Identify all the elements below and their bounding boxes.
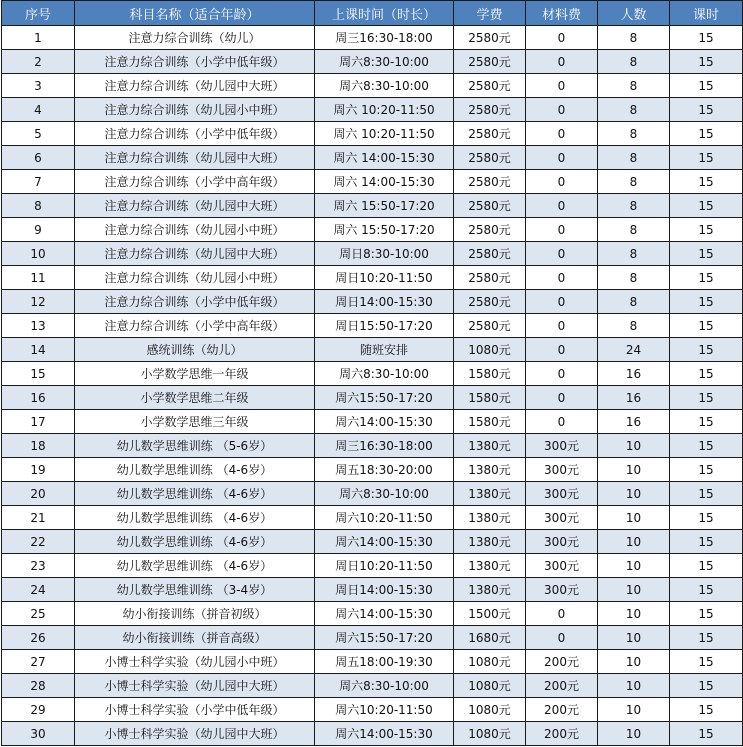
cell-material-fee: 0 — [526, 218, 598, 242]
cell-course-name: 注意力综合训练（小学中高年级） — [75, 170, 315, 194]
cell-material-fee: 0 — [526, 626, 598, 650]
cell-material-fee: 300元 — [526, 434, 598, 458]
cell-capacity: 16 — [598, 386, 670, 410]
table-row — [2, 26, 743, 50]
cell-capacity: 8 — [598, 146, 670, 170]
cell-course-name: 注意力综合训练（小学中低年级） — [75, 122, 315, 146]
table-row — [2, 122, 743, 146]
cell-class-time: 周日14:00-15:30 — [315, 290, 454, 314]
cell-class-time: 周六14:00-15:30 — [315, 602, 454, 626]
table-row — [2, 386, 743, 410]
cell-class-time: 随班安排 — [315, 338, 454, 362]
cell-capacity: 10 — [598, 650, 670, 674]
cell-index: 27 — [2, 650, 75, 674]
cell-index: 1 — [2, 26, 75, 50]
cell-index: 12 — [2, 290, 75, 314]
cell-material-fee: 300元 — [526, 530, 598, 554]
cell-capacity: 10 — [598, 506, 670, 530]
table-row — [2, 50, 743, 74]
table-row — [2, 362, 743, 386]
cell-tuition: 2580元 — [454, 122, 526, 146]
cell-capacity: 10 — [598, 434, 670, 458]
cell-class-time: 周六8:30-10:00 — [315, 50, 454, 74]
cell-class-time: 周日10:20-11:50 — [315, 554, 454, 578]
cell-index: 26 — [2, 626, 75, 650]
cell-course-name: 小学数学思维三年级 — [75, 410, 315, 434]
cell-lessons: 15 — [670, 314, 743, 338]
table-header — [2, 1, 743, 26]
table-row — [2, 218, 743, 242]
cell-material-fee: 0 — [526, 146, 598, 170]
cell-capacity: 10 — [598, 626, 670, 650]
table-row — [2, 506, 743, 530]
cell-index: 28 — [2, 674, 75, 698]
header-lessons: 课时 — [670, 1, 743, 26]
table-row — [2, 674, 743, 698]
cell-lessons: 15 — [670, 578, 743, 602]
cell-lessons: 15 — [670, 122, 743, 146]
cell-tuition: 2580元 — [454, 218, 526, 242]
cell-tuition: 1580元 — [454, 362, 526, 386]
cell-course-name: 注意力综合训练（幼儿园小中班） — [75, 266, 315, 290]
cell-index: 3 — [2, 74, 75, 98]
cell-lessons: 15 — [670, 458, 743, 482]
cell-course-name: 注意力综合训练（幼儿园中大班） — [75, 242, 315, 266]
cell-lessons: 15 — [670, 98, 743, 122]
cell-material-fee: 0 — [526, 74, 598, 98]
cell-lessons: 15 — [670, 338, 743, 362]
cell-lessons: 15 — [670, 506, 743, 530]
table-row — [2, 434, 743, 458]
cell-index: 29 — [2, 698, 75, 722]
cell-tuition: 1380元 — [454, 506, 526, 530]
cell-material-fee: 0 — [526, 50, 598, 74]
cell-tuition: 2580元 — [454, 26, 526, 50]
cell-capacity: 24 — [598, 338, 670, 362]
course-schedule-table — [1, 0, 743, 746]
cell-course-name: 注意力综合训练（幼儿园小中班） — [75, 218, 315, 242]
cell-course-name: 注意力综合训练（幼儿园中大班） — [75, 74, 315, 98]
cell-material-fee: 0 — [526, 314, 598, 338]
cell-tuition: 1080元 — [454, 674, 526, 698]
cell-class-time: 周日10:20-11:50 — [315, 266, 454, 290]
table-row — [2, 650, 743, 674]
cell-course-name: 注意力综合训练（小学中高年级） — [75, 314, 315, 338]
cell-class-time: 周六10:20-11:50 — [315, 698, 454, 722]
cell-index: 23 — [2, 554, 75, 578]
cell-tuition: 1500元 — [454, 602, 526, 626]
cell-lessons: 15 — [670, 50, 743, 74]
cell-lessons: 15 — [670, 386, 743, 410]
cell-course-name: 幼儿数学思维训练 （5-6岁） — [75, 434, 315, 458]
cell-class-time: 周六8:30-10:00 — [315, 362, 454, 386]
cell-lessons: 15 — [670, 290, 743, 314]
cell-material-fee: 0 — [526, 242, 598, 266]
cell-tuition: 2580元 — [454, 314, 526, 338]
table-body — [2, 26, 743, 746]
cell-class-time: 周六14:00-15:30 — [315, 722, 454, 746]
cell-class-time: 周六10:20-11:50 — [315, 506, 454, 530]
cell-lessons: 15 — [670, 242, 743, 266]
cell-lessons: 15 — [670, 74, 743, 98]
cell-tuition: 2580元 — [454, 50, 526, 74]
cell-index: 15 — [2, 362, 75, 386]
cell-tuition: 2580元 — [454, 146, 526, 170]
cell-class-time: 周六15:50-17:20 — [315, 386, 454, 410]
cell-index: 10 — [2, 242, 75, 266]
header-class-time: 上课时间（时长） — [315, 1, 454, 26]
cell-capacity: 8 — [598, 314, 670, 338]
cell-course-name: 小博士科学实验（幼儿园中大班） — [75, 722, 315, 746]
cell-class-time: 周六 14:00-15:30 — [315, 170, 454, 194]
cell-index: 11 — [2, 266, 75, 290]
cell-course-name: 感统训练（幼儿） — [75, 338, 315, 362]
cell-lessons: 15 — [670, 170, 743, 194]
cell-class-time: 周五18:30-20:00 — [315, 458, 454, 482]
cell-index: 2 — [2, 50, 75, 74]
cell-capacity: 16 — [598, 362, 670, 386]
cell-lessons: 15 — [670, 362, 743, 386]
cell-tuition: 2580元 — [454, 242, 526, 266]
cell-capacity: 8 — [598, 50, 670, 74]
cell-tuition: 1080元 — [454, 698, 526, 722]
cell-index: 5 — [2, 122, 75, 146]
cell-material-fee: 0 — [526, 290, 598, 314]
cell-capacity: 8 — [598, 266, 670, 290]
cell-course-name: 幼小衔接训练（拼音高级） — [75, 626, 315, 650]
cell-lessons: 15 — [670, 146, 743, 170]
cell-lessons: 15 — [670, 626, 743, 650]
cell-course-name: 注意力综合训练（小学中低年级） — [75, 50, 315, 74]
cell-material-fee: 0 — [526, 410, 598, 434]
cell-lessons: 15 — [670, 722, 743, 746]
cell-tuition: 1380元 — [454, 434, 526, 458]
cell-class-time: 周日15:50-17:20 — [315, 314, 454, 338]
cell-tuition: 1680元 — [454, 626, 526, 650]
cell-material-fee: 0 — [526, 266, 598, 290]
cell-course-name: 小博士科学实验（幼儿园小中班） — [75, 650, 315, 674]
header-row — [2, 1, 743, 26]
cell-index: 25 — [2, 602, 75, 626]
cell-material-fee: 0 — [526, 122, 598, 146]
cell-material-fee: 0 — [526, 362, 598, 386]
cell-tuition: 1080元 — [454, 722, 526, 746]
cell-index: 22 — [2, 530, 75, 554]
cell-material-fee: 200元 — [526, 650, 598, 674]
cell-tuition: 1380元 — [454, 554, 526, 578]
cell-course-name: 小博士科学实验（小学中低年级） — [75, 698, 315, 722]
table-row — [2, 146, 743, 170]
cell-capacity: 8 — [598, 290, 670, 314]
cell-course-name: 幼儿数学思维训练 （4-6岁） — [75, 506, 315, 530]
cell-material-fee: 300元 — [526, 458, 598, 482]
cell-capacity: 8 — [598, 218, 670, 242]
cell-capacity: 10 — [598, 554, 670, 578]
cell-course-name: 幼儿数学思维训练 （4-6岁） — [75, 482, 315, 506]
cell-index: 21 — [2, 506, 75, 530]
table-row — [2, 578, 743, 602]
cell-class-time: 周六15:50-17:20 — [315, 626, 454, 650]
cell-course-name: 幼儿数学思维训练 （4-6岁） — [75, 530, 315, 554]
table-row — [2, 242, 743, 266]
cell-capacity: 8 — [598, 122, 670, 146]
cell-tuition: 1580元 — [454, 386, 526, 410]
cell-material-fee: 0 — [526, 602, 598, 626]
cell-index: 30 — [2, 722, 75, 746]
table-row — [2, 98, 743, 122]
table-row — [2, 458, 743, 482]
cell-index: 18 — [2, 434, 75, 458]
cell-course-name: 小博士科学实验（幼儿园中大班） — [75, 674, 315, 698]
cell-class-time: 周三16:30-18:00 — [315, 26, 454, 50]
cell-index: 17 — [2, 410, 75, 434]
cell-class-time: 周六14:00-15:30 — [315, 530, 454, 554]
cell-lessons: 15 — [670, 482, 743, 506]
cell-class-time: 周六14:00-15:30 — [315, 410, 454, 434]
cell-tuition: 1080元 — [454, 650, 526, 674]
cell-class-time: 周六8:30-10:00 — [315, 674, 454, 698]
cell-material-fee: 300元 — [526, 482, 598, 506]
cell-material-fee: 0 — [526, 170, 598, 194]
table-row — [2, 410, 743, 434]
cell-index: 24 — [2, 578, 75, 602]
cell-lessons: 15 — [670, 650, 743, 674]
cell-capacity: 10 — [598, 458, 670, 482]
cell-tuition: 2580元 — [454, 194, 526, 218]
cell-capacity: 8 — [598, 170, 670, 194]
cell-tuition: 2580元 — [454, 170, 526, 194]
cell-tuition: 2580元 — [454, 98, 526, 122]
cell-capacity: 8 — [598, 194, 670, 218]
cell-material-fee: 0 — [526, 386, 598, 410]
cell-course-name: 幼儿数学思维训练 （3-4岁） — [75, 578, 315, 602]
cell-lessons: 15 — [670, 530, 743, 554]
header-course-name: 科目名称（适合年龄） — [75, 1, 315, 26]
cell-class-time: 周六 10:20-11:50 — [315, 122, 454, 146]
cell-tuition: 2580元 — [454, 290, 526, 314]
cell-course-name: 幼儿数学思维训练 （4-6岁） — [75, 554, 315, 578]
header-index: 序号 — [2, 1, 75, 26]
cell-course-name: 幼儿数学思维训练 （4-6岁） — [75, 458, 315, 482]
header-capacity: 人数 — [598, 1, 670, 26]
cell-course-name: 注意力综合训练（幼儿园小中班） — [75, 98, 315, 122]
cell-capacity: 10 — [598, 602, 670, 626]
cell-class-time: 周日8:30-10:00 — [315, 242, 454, 266]
table-row — [2, 698, 743, 722]
cell-class-time: 周六 10:20-11:50 — [315, 98, 454, 122]
table-row — [2, 554, 743, 578]
table-row — [2, 722, 743, 746]
table-row — [2, 290, 743, 314]
cell-course-name: 注意力综合训练（幼儿园中大班） — [75, 194, 315, 218]
cell-lessons: 15 — [670, 194, 743, 218]
cell-index: 16 — [2, 386, 75, 410]
cell-material-fee: 0 — [526, 26, 598, 50]
cell-material-fee: 300元 — [526, 506, 598, 530]
table-row — [2, 74, 743, 98]
cell-material-fee: 200元 — [526, 698, 598, 722]
cell-material-fee: 200元 — [526, 674, 598, 698]
cell-index: 8 — [2, 194, 75, 218]
table-row — [2, 314, 743, 338]
cell-tuition: 1380元 — [454, 482, 526, 506]
cell-capacity: 8 — [598, 26, 670, 50]
table-row — [2, 602, 743, 626]
cell-index: 9 — [2, 218, 75, 242]
cell-index: 4 — [2, 98, 75, 122]
table-row — [2, 482, 743, 506]
cell-capacity: 8 — [598, 242, 670, 266]
cell-material-fee: 300元 — [526, 578, 598, 602]
header-tuition: 学费 — [454, 1, 526, 26]
cell-lessons: 15 — [670, 602, 743, 626]
cell-class-time: 周三16:30-18:00 — [315, 434, 454, 458]
cell-index: 7 — [2, 170, 75, 194]
cell-capacity: 10 — [598, 698, 670, 722]
cell-course-name: 小学数学思维二年级 — [75, 386, 315, 410]
cell-capacity: 10 — [598, 674, 670, 698]
cell-index: 20 — [2, 482, 75, 506]
cell-class-time: 周六8:30-10:00 — [315, 74, 454, 98]
cell-capacity: 10 — [598, 530, 670, 554]
cell-class-time: 周六 15:50-17:20 — [315, 194, 454, 218]
cell-class-time: 周六 14:00-15:30 — [315, 146, 454, 170]
cell-class-time: 周六 15:50-17:20 — [315, 218, 454, 242]
cell-course-name: 幼小衔接训练（拼音初级） — [75, 602, 315, 626]
table-row — [2, 266, 743, 290]
cell-capacity: 16 — [598, 410, 670, 434]
cell-class-time: 周六8:30-10:00 — [315, 482, 454, 506]
cell-course-name: 注意力综合训练（小学中低年级） — [75, 290, 315, 314]
cell-material-fee: 0 — [526, 194, 598, 218]
table-row — [2, 194, 743, 218]
table-row — [2, 626, 743, 650]
cell-material-fee: 0 — [526, 98, 598, 122]
cell-lessons: 15 — [670, 674, 743, 698]
cell-tuition: 2580元 — [454, 74, 526, 98]
cell-lessons: 15 — [670, 410, 743, 434]
cell-index: 6 — [2, 146, 75, 170]
table-row — [2, 530, 743, 554]
cell-index: 13 — [2, 314, 75, 338]
cell-index: 14 — [2, 338, 75, 362]
cell-course-name: 小学数学思维一年级 — [75, 362, 315, 386]
cell-index: 19 — [2, 458, 75, 482]
cell-course-name: 注意力综合训练（幼儿） — [75, 26, 315, 50]
cell-class-time: 周五18:00-19:30 — [315, 650, 454, 674]
cell-tuition: 1380元 — [454, 530, 526, 554]
cell-tuition: 1080元 — [454, 338, 526, 362]
cell-capacity: 10 — [598, 578, 670, 602]
cell-material-fee: 300元 — [526, 554, 598, 578]
cell-lessons: 15 — [670, 434, 743, 458]
cell-lessons: 15 — [670, 218, 743, 242]
cell-material-fee: 0 — [526, 338, 598, 362]
cell-course-name: 注意力综合训练（幼儿园中大班） — [75, 146, 315, 170]
cell-capacity: 8 — [598, 74, 670, 98]
table-row — [2, 338, 743, 362]
cell-tuition: 1380元 — [454, 458, 526, 482]
cell-lessons: 15 — [670, 698, 743, 722]
table-row — [2, 170, 743, 194]
cell-tuition: 1380元 — [454, 578, 526, 602]
cell-capacity: 8 — [598, 98, 670, 122]
cell-capacity: 10 — [598, 482, 670, 506]
cell-lessons: 15 — [670, 26, 743, 50]
cell-material-fee: 200元 — [526, 722, 598, 746]
cell-lessons: 15 — [670, 266, 743, 290]
cell-tuition: 1580元 — [454, 410, 526, 434]
header-material-fee: 材料费 — [526, 1, 598, 26]
cell-lessons: 15 — [670, 554, 743, 578]
cell-capacity: 10 — [598, 722, 670, 746]
cell-class-time: 周日14:00-15:30 — [315, 578, 454, 602]
cell-tuition: 2580元 — [454, 266, 526, 290]
